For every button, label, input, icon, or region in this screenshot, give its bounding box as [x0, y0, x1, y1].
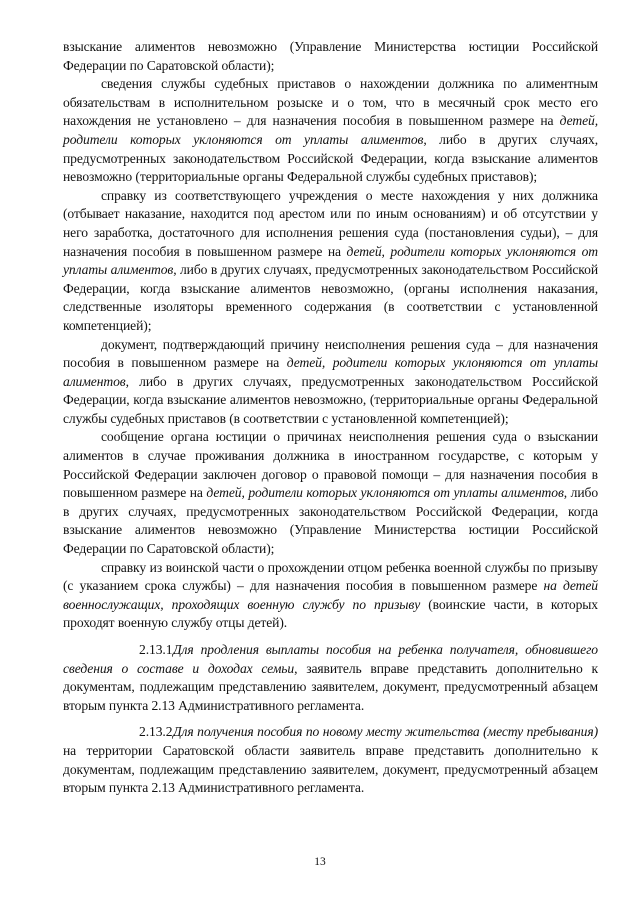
text-run: , либо в других случаях, предусмотренных законодательством Российской Федерации, когда взыскание алиментов невозможно, (органы исполнения наказания, следственные изоляторы временного содержания (в соответствии с установленной компетенцией);	[63, 262, 598, 333]
text-run: сведения службы судебных приставов о нахождении должника по алиментным обязательствам в исполнительном розыске и о том, что в месячный срок место его нахождения не установлено – для назначения пособия в повышенном размере на	[63, 76, 598, 129]
italic-text: Для получения пособия по новому месту жительства (месту пребывания)	[173, 724, 598, 740]
page-number: 13	[314, 856, 326, 868]
text-run: сообщение органа юстиции о причинах неисполнения решения суда о взыскании алиментов в случае проживания должника в иностранном государстве, с которым у Российской Федерации заключен договор о правовой помощи – для назначения пособия в повышенном размере на	[63, 429, 598, 501]
text-run: справку из соответствующего учреждения о месте нахождения у них должника (отбывает наказание, находится под арестом или по иным основаниям) и об отсутствии у него заработка, достаточного для исполнения решения суда (постановления судьи), – для назначения пособия в повышенном размере на	[63, 187, 598, 259]
text-run: на территории Саратовской области заявитель вправе представить дополнительно к документам, подлежащим представлению заявителем, документ, предусмотренный абзацем вторым пункта 2.13 Административного регламента.	[63, 742, 598, 796]
text-run: , либо в других случаях, предусмотренных законодательством Российской Федерации, когда взыскание алиментов невозможно, (территориальные органы Федеральной службы судебных приставов (в соответствии с установленной компетенцией);	[63, 373, 598, 426]
italic-text: на детей военнослужащих, проходящих военную службу по призыву	[63, 578, 598, 612]
paragraph	[63, 187, 598, 336]
italic-text: детей, родители которых уклоняются от уплаты алиментов	[206, 485, 564, 501]
numbered-paragraph	[63, 641, 598, 715]
text-run: , либо в других случаях, предусмотренных законодательством Российской Федерации, когда взыскание алиментов невозможно (территориальные органы Федеральной службы судебных приставов);	[63, 131, 599, 185]
paragraph	[63, 428, 598, 558]
document-body	[63, 38, 598, 798]
paragraph	[63, 336, 598, 429]
paragraph	[63, 75, 598, 187]
text-run: справку из воинской части о прохождении отцом ребенка военной службы по призыву (с указанием срока службы) – для назначения пособия в повышенном размере	[63, 559, 598, 594]
text-run: взыскание алиментов невозможно (Управление Министерства юстиции Российской Федерации по Саратовской области);	[63, 39, 598, 73]
clause-number: 2.13.1.	[139, 642, 176, 657]
text-run: , либо в других случаях, предусмотренных законодательством Российской Федерации, когда взыскание алиментов невозможно (Управление Министерства юстиции Российской Федерации по Саратовской области);	[63, 485, 599, 557]
text-run: документ, подтверждающий причину неисполнения решения суда – для назначения пособия в повышенном размере на	[63, 336, 598, 371]
clause-number: 2.13.2.	[139, 724, 176, 740]
text-run: (воинские части, в которых проходят военную службу отцы детей).	[63, 596, 599, 631]
paragraph	[63, 38, 598, 75]
numbered-paragraph	[63, 723, 598, 797]
italic-text: детей, родители которых уклоняются от уплаты алиментов	[63, 243, 598, 278]
paragraph	[63, 559, 598, 633]
italic-text: детей, родители которых уклоняются от уплаты алиментов	[63, 355, 598, 389]
text-run: , заявитель вправе представить дополнительно к документам, подлежащим представлению заявителем, документ, предусмотренный абзацем вторым пункта 2.13 Административного регламента.	[63, 660, 599, 713]
italic-text: детей, родители которых уклоняются от уплаты алиментов	[63, 113, 598, 147]
italic-text: Для продления выплаты пособия на ребенка получателя, обновившего сведения о составе и доходах семьи	[63, 642, 598, 676]
